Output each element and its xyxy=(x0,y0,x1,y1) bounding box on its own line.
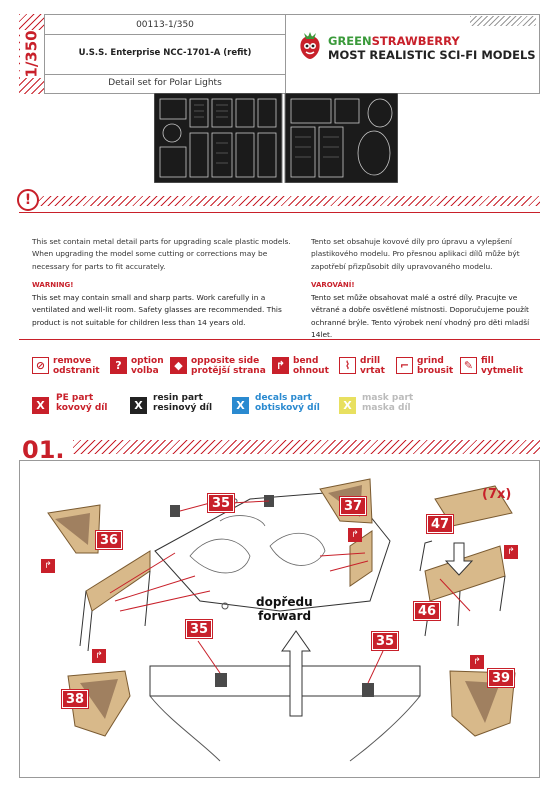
bend-icon: ↱ xyxy=(470,655,484,669)
warning-topline xyxy=(19,212,540,213)
part-badge: 35 xyxy=(208,494,234,512)
decals-part-icon: X xyxy=(232,397,249,414)
resin-part-icon: X xyxy=(130,397,147,414)
legend-drill: drill vrtat xyxy=(360,356,385,376)
quantity-note: (7x) xyxy=(482,487,512,502)
warning-hatch xyxy=(36,196,540,206)
legend-resin-part: resin part resinový díl xyxy=(153,393,213,413)
fill-icon: ✎ xyxy=(460,357,477,374)
part-badge: 38 xyxy=(62,690,88,708)
part-badge: 36 xyxy=(96,531,122,549)
forward-label-cz: dopředu xyxy=(256,595,313,609)
pe-part-icon: X xyxy=(32,397,49,414)
step-hatch xyxy=(73,440,540,454)
legend-decals-part: decals part obtiskový díl xyxy=(255,393,320,413)
bend-icon: ↱ xyxy=(348,528,362,542)
bend-icon: ↱ xyxy=(92,649,106,663)
divider xyxy=(285,14,286,94)
strawberry-logo xyxy=(296,30,324,60)
forward-label-en: forward xyxy=(258,609,312,623)
legend-pe-part: PE part kovový díl xyxy=(56,393,108,413)
part-badge: 35 xyxy=(372,632,398,650)
grind-icon: ⌐ xyxy=(396,357,413,374)
part-badge: 37 xyxy=(340,497,366,515)
warning-title-cz: VAROVÁNÍ! xyxy=(311,281,355,289)
legend-grind: grind brousit xyxy=(417,356,454,376)
warning-badge: ! xyxy=(17,189,39,211)
subtitle: Detail set for Polar Lights xyxy=(108,78,222,88)
mask-part-icon: X xyxy=(339,397,356,414)
bend-icon: ↱ xyxy=(41,559,55,573)
warning-body-cz: Tento set může obsahovat malé a ostré díly. Pracujte ve větrané a dobře osvětlené místnosti. Doporučujeme použít ochranné brýle. Tento výrobek není vhodný pro děti mladší 14let. xyxy=(311,293,530,339)
bend-icon: ↱ xyxy=(272,357,289,374)
warning-intro-cz: Tento set obsahuje kovové díly pro úpravu a vylepšení plastikového modelu. Pro přesnou aplikaci dílů může být zapotřebí přizpůsobit díly upravovaného modelu. xyxy=(311,237,520,271)
header-hatch xyxy=(470,16,536,26)
brand-name: GREENSTRAWBERRY xyxy=(328,34,460,48)
step-number: 01. xyxy=(22,436,65,464)
part-badge: 46 xyxy=(414,602,440,620)
warning-intro-en: This set contain metal detail parts for upgrading scale plastic models. When upgrading the model some cutting or corrections may be necessary for parts to fit accurately. xyxy=(32,237,291,271)
part-badge: 47 xyxy=(427,515,453,533)
bend-icon: ↱ xyxy=(504,545,518,559)
legend-fill: fill vytmelit xyxy=(481,356,523,376)
drill-icon: ⌇ xyxy=(339,357,356,374)
opposite-side-icon: ◆ xyxy=(170,357,187,374)
warning-body-en: This set may contain small and sharp parts. Work carefully in a ventilated and well-lit room. Safety glasses are recommended. This product is not suitable for children less than 14 years old. xyxy=(32,293,282,327)
legend-mask-part: mask part maska díl xyxy=(362,393,414,413)
remove-icon: ⊘ xyxy=(32,357,49,374)
scale-label: 1/350 xyxy=(23,30,42,78)
warning-title-en: WARNING! xyxy=(32,281,74,289)
legend-remove: remove odstranit xyxy=(53,356,100,376)
fret-photo xyxy=(154,93,398,183)
legend-bend: bend ohnout xyxy=(293,356,329,376)
legend-opposite-side: opposite side protější strana xyxy=(191,356,266,376)
divider xyxy=(45,34,285,35)
divider xyxy=(45,74,285,75)
legend-option: option volba xyxy=(131,356,164,376)
brand-tagline: MOST REALISTIC SCI-FI MODELS xyxy=(328,48,536,62)
model-title: U.S.S. Enterprise NCC-1701-A (refit) xyxy=(78,48,252,58)
option-icon: ? xyxy=(110,357,127,374)
product-code: 00113-1/350 xyxy=(136,20,194,30)
part-badge: 35 xyxy=(186,620,212,638)
part-badge: 39 xyxy=(488,669,514,687)
